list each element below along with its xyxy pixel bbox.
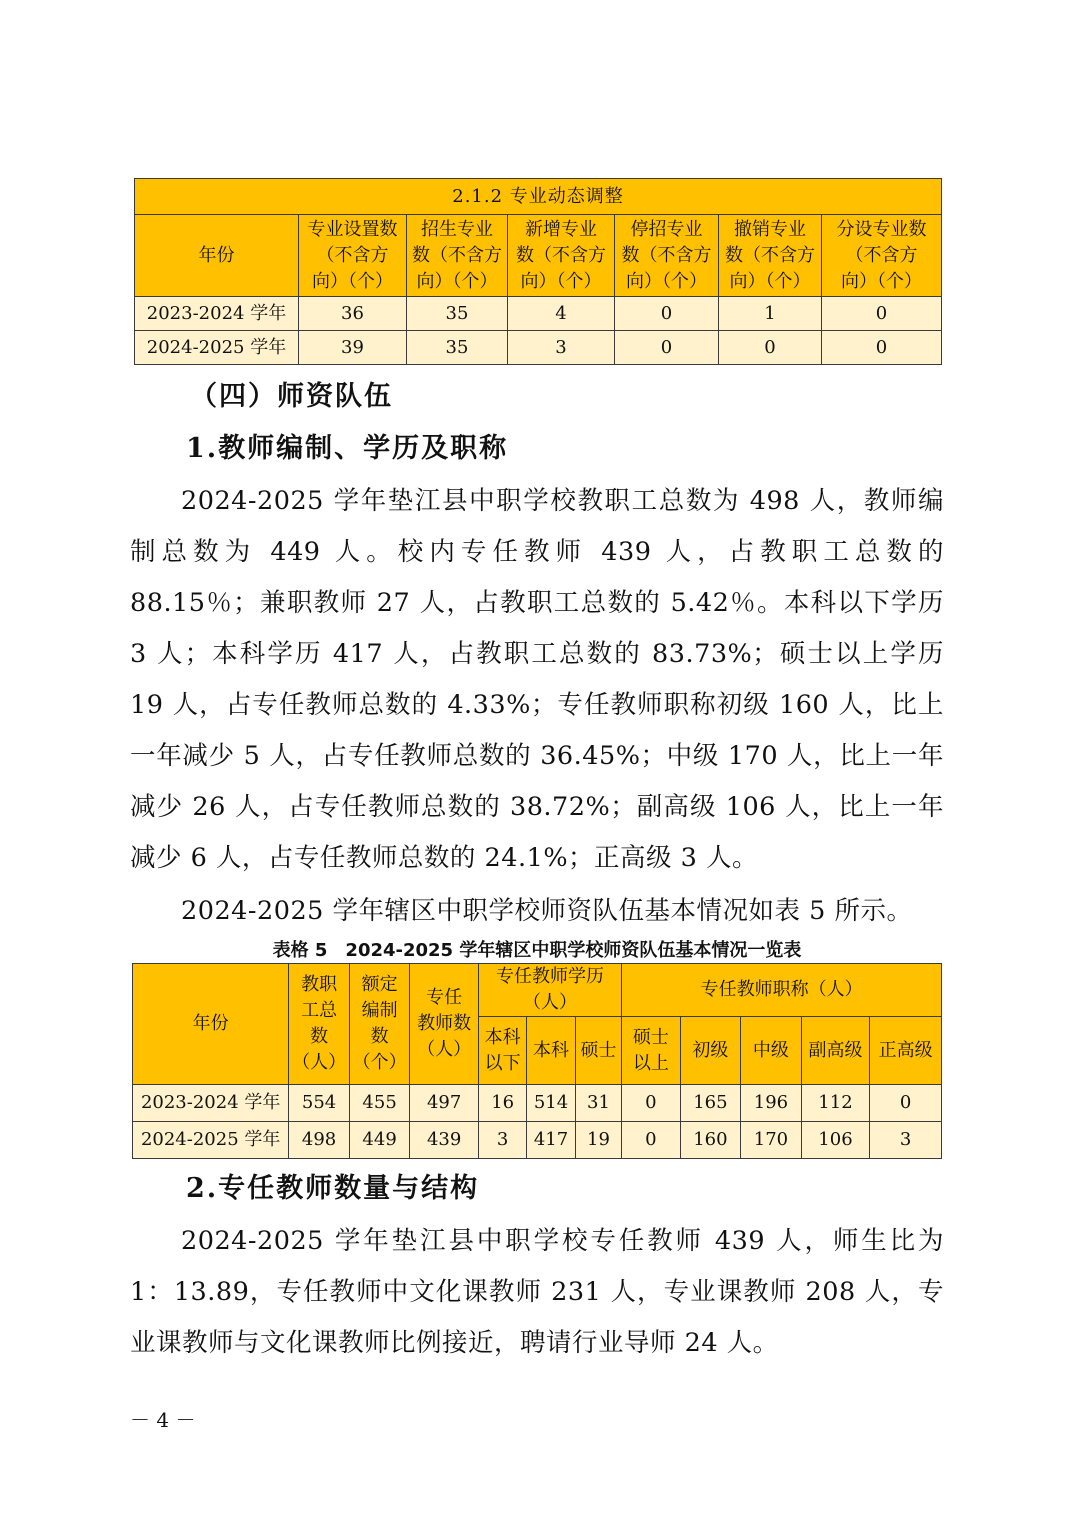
table-header-cell: 额定 编制 数 （个） [349,964,410,1085]
table-cell: 35 [407,297,508,331]
table-header-cell: 年份 [133,964,289,1085]
table-cell: 19 [575,1122,621,1159]
table-header-cell: 本科 以下 [478,1017,526,1085]
table-cell: 0 [870,1085,942,1122]
table-cell: 35 [407,331,508,365]
table-header-cell: 分设专业数 （不含方 向）（个） [822,215,942,297]
table-header-cell: 硕士 以上 [622,1017,681,1085]
table-header-cell: 撤销专业 数（不含方 向）（个） [719,215,822,297]
table-cell: 3 [870,1122,942,1159]
table-cell: 417 [527,1122,575,1159]
subsection-heading: 1.教师编制、学历及职称 [186,433,509,464]
table-cell: 160 [680,1122,741,1159]
table-cell: 4 [508,297,615,331]
paragraph-body: 2024-2025 学年垫江县中职学校教职工总数为 498 人，教师编制总数为 449 人。校内专任教师 439 人，占教职工总数的 88.15％；兼职教师 27 人，占教职工总数的 5.42％。本科以下学历 3 人；本科学历 417 人，占教职工总数的 83.73%；硕士以上学历 19 人，占专任教师总数的 4.33%；专任教师职称初级 160 人，比上一年减少 5 人，占专任教师总数的 36.45%；中级 170 人，比上一年减少 26 人，占专任教师总数的 38.72%；副高级 106 人，比上一年减少 6 人，占专任教师总数的 24.1%；正高级 3 人。 [130,486,944,873]
table-cell: 2023-2024 学年 [135,297,299,331]
table-cell: 39 [299,331,407,365]
table-cell: 2023-2024 学年 [133,1085,289,1122]
table-row [133,1085,942,1122]
table-header-cell: 专业设置数 （不含方 向）（个） [299,215,407,297]
paragraph-body: 2024-2025 学年垫江县中职学校专任教师 439 人，师生比为 1：13.89，专任教师中文化课教师 231 人，专业课教师 208 人，专业课教师与文化课教师比例接近，聘请行业导师 24 人。 [130,1226,944,1358]
table-cell: 0 [822,331,942,365]
table-cell: 439 [410,1122,479,1159]
table-cell: 165 [680,1085,741,1122]
paragraph-table-ref: 2024-2025 学年辖区中职学校师资队伍基本情况如表 5 所示。 [181,896,913,926]
table-cell: 196 [741,1085,802,1122]
subsection-heading: 2.专任教师数量与结构 [186,1173,480,1204]
table-cell: 112 [801,1085,870,1122]
table-header-cell: 专任 教师数 （人） [410,964,479,1085]
page-number: － 4 － [130,1408,196,1432]
table-cell: 31 [575,1085,621,1122]
table-cell: 0 [719,331,822,365]
table-cell: 0 [615,331,719,365]
table-cell: 455 [349,1085,410,1122]
table-header-cell: 初级 [680,1017,741,1085]
table-header-cell: 教职 工总 数 （人） [289,964,350,1085]
table-title: 2.1.2 专业动态调整 [135,179,942,215]
table-header-cell: 新增专业 数（不含方 向）（个） [508,215,615,297]
table-header-cell: 停招专业 数（不含方 向）（个） [615,215,719,297]
table-header-cell: 招生专业 数（不含方 向）（个） [407,215,508,297]
table-header-cell: 本科 [527,1017,575,1085]
table-caption: 表格 5 2024-2025 学年辖区中职学校师资队伍基本情况一览表 [272,940,802,961]
table-cell: 0 [822,297,942,331]
section-heading: （四）师资队伍 [190,381,393,412]
table-header-cell: 年份 [135,215,299,297]
table-cell: 3 [478,1122,526,1159]
table-header-cell: 硕士 [575,1017,621,1085]
table-header-cell: 正高级 [870,1017,942,1085]
table-cell: 497 [410,1085,479,1122]
table-row [133,1122,942,1159]
table-header-cell: 副高级 [801,1017,870,1085]
table-cell: 514 [527,1085,575,1122]
table-cell: 498 [289,1122,350,1159]
table-cell: 170 [741,1122,802,1159]
table-cell: 16 [478,1085,526,1122]
table-cell: 0 [622,1085,681,1122]
table-cell: 554 [289,1085,350,1122]
major-adjustment-table [134,178,942,365]
table-cell: 2024-2025 学年 [135,331,299,365]
table-header-cell: 中级 [741,1017,802,1085]
table-row [135,297,942,331]
teacher-staff-table [132,963,942,1159]
table-cell: 106 [801,1122,870,1159]
table-cell: 1 [719,297,822,331]
table-header-cell: 专任教师职称（人） [622,964,942,1017]
table-cell: 3 [508,331,615,365]
table-cell: 2024-2025 学年 [133,1122,289,1159]
table-row [135,331,942,365]
table-cell: 449 [349,1122,410,1159]
table-header-cell: 专任教师学历 （人） [478,964,621,1017]
table-cell: 36 [299,297,407,331]
table-cell: 0 [622,1122,681,1159]
table-cell: 0 [615,297,719,331]
